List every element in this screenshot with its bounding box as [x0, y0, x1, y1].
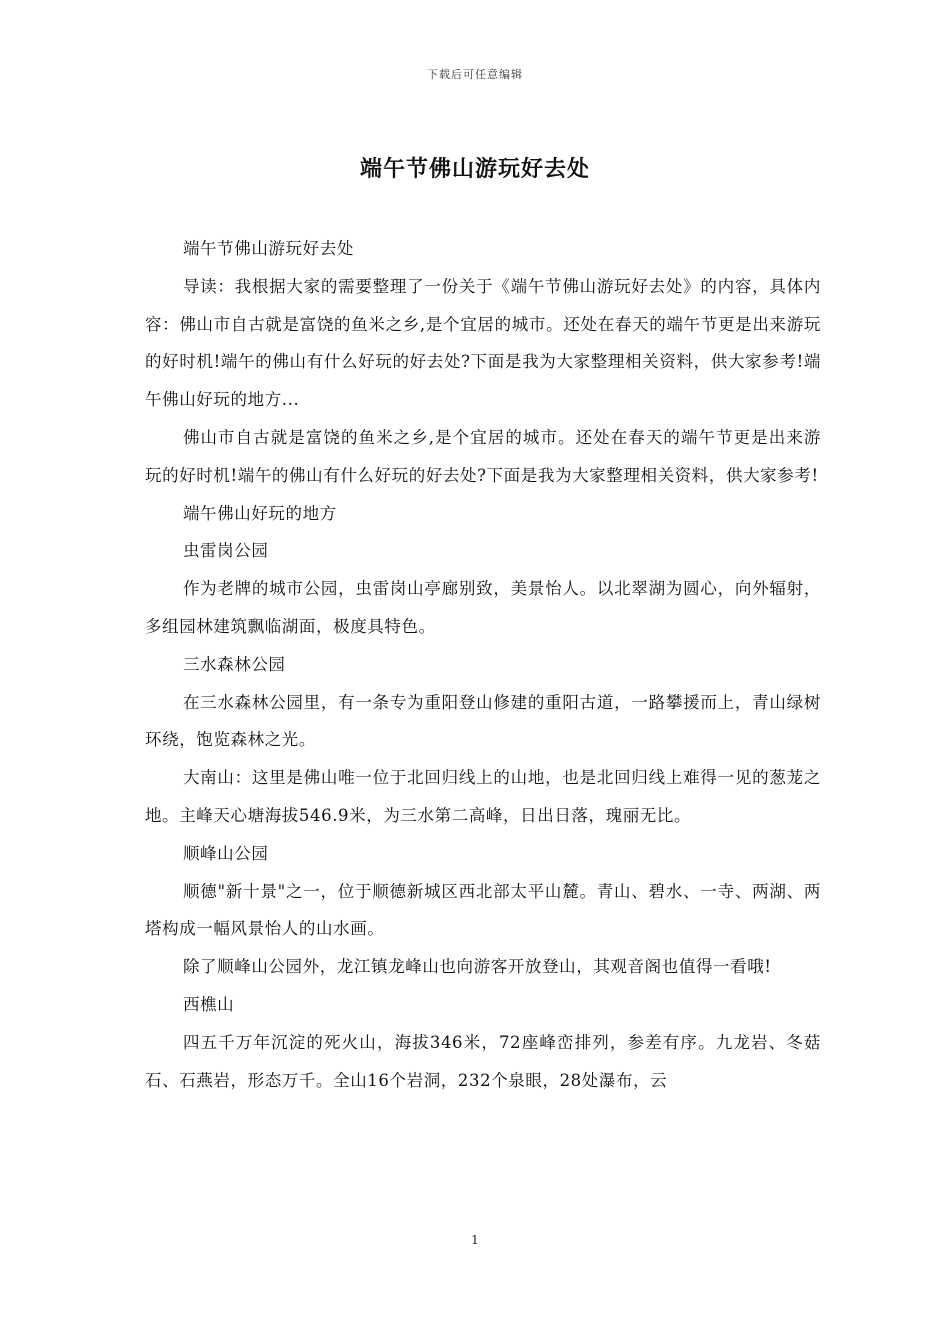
paragraph-overview: 佛山市自古就是富饶的鱼米之乡,是个宜居的城市。还处在春天的端午节更是出来游玩的好时机!端午的佛山有什么好玩的好去处?下面是我为大家整理相关资料，供大家参考! — [145, 427, 821, 485]
paragraph-subtitle: 端午节佛山游玩好去处 — [182, 239, 354, 258]
place-heading-xiqiaoshan: 西樵山 — [182, 994, 235, 1014]
place-description-sanshui: 在三水森林公园里，有一条专为重阳登山修建的重阳古道，一路攀援而上，青山绿树环绕，饱览森林之光。 — [145, 692, 821, 750]
place-description-longfengshan: 除了顺峰山公园外，龙江镇龙峰山也向游客开放登山，其观音阁也值得一看哦! — [182, 957, 772, 977]
place-description-shunfengshan: 顺德"新十景"之一，位于顺德新城区西北部太平山麓。青山、碧水、一寺、两湖、两塔构成一幅风景怡人的山水画。 — [145, 881, 821, 939]
place-heading-chongleigang: 虫雷岗公园 — [182, 541, 269, 561]
section-heading-places: 端午佛山好玩的地方 — [182, 503, 337, 523]
place-heading-shunfengshan: 顺峰山公园 — [182, 843, 269, 863]
page-number: 1 — [471, 1233, 479, 1247]
place-description-dananshan: 大南山：这里是佛山唯一位于北回归线上的山地，也是北回归线上难得一见的葱茏之地。主峰天心塘海拔546.9米，为三水第二高峰，日出日落，瑰丽无比。 — [145, 768, 821, 825]
document-body — [145, 230, 821, 1099]
place-description-xiqiaoshan: 四五千万年沉淀的死火山，海拔346米，72座峰峦排列，参差有序。九龙岩、冬菇石、石燕岩，形态万千。全山16个岩洞，232个泉眼，28处瀑布，云 — [145, 1032, 821, 1090]
document-title: 端午节佛山游玩好去处 — [359, 156, 590, 182]
paragraph-intro: 导读：我根据大家的需要整理了一份关于《端午节佛山游玩好去处》的内容，具体内容：佛山市自古就是富饶的鱼米之乡,是个宜居的城市。还处在春天的端午节更是出来游玩的好时机!端午的佛山有什么好玩的好去处?下面是我为大家整理相关资料，供大家参考!端午佛山好玩的地方... — [145, 276, 821, 410]
place-description-chongleigang: 作为老牌的城市公园，虫雷岗山亭廊别致，美景怡人。以北翠湖为圆心，向外辐射，多组园林建筑飘临湖面，极度具特色。 — [145, 579, 821, 636]
place-heading-sanshui: 三水森林公园 — [182, 654, 286, 674]
header-note: 下载后可任意编辑 — [427, 68, 523, 81]
